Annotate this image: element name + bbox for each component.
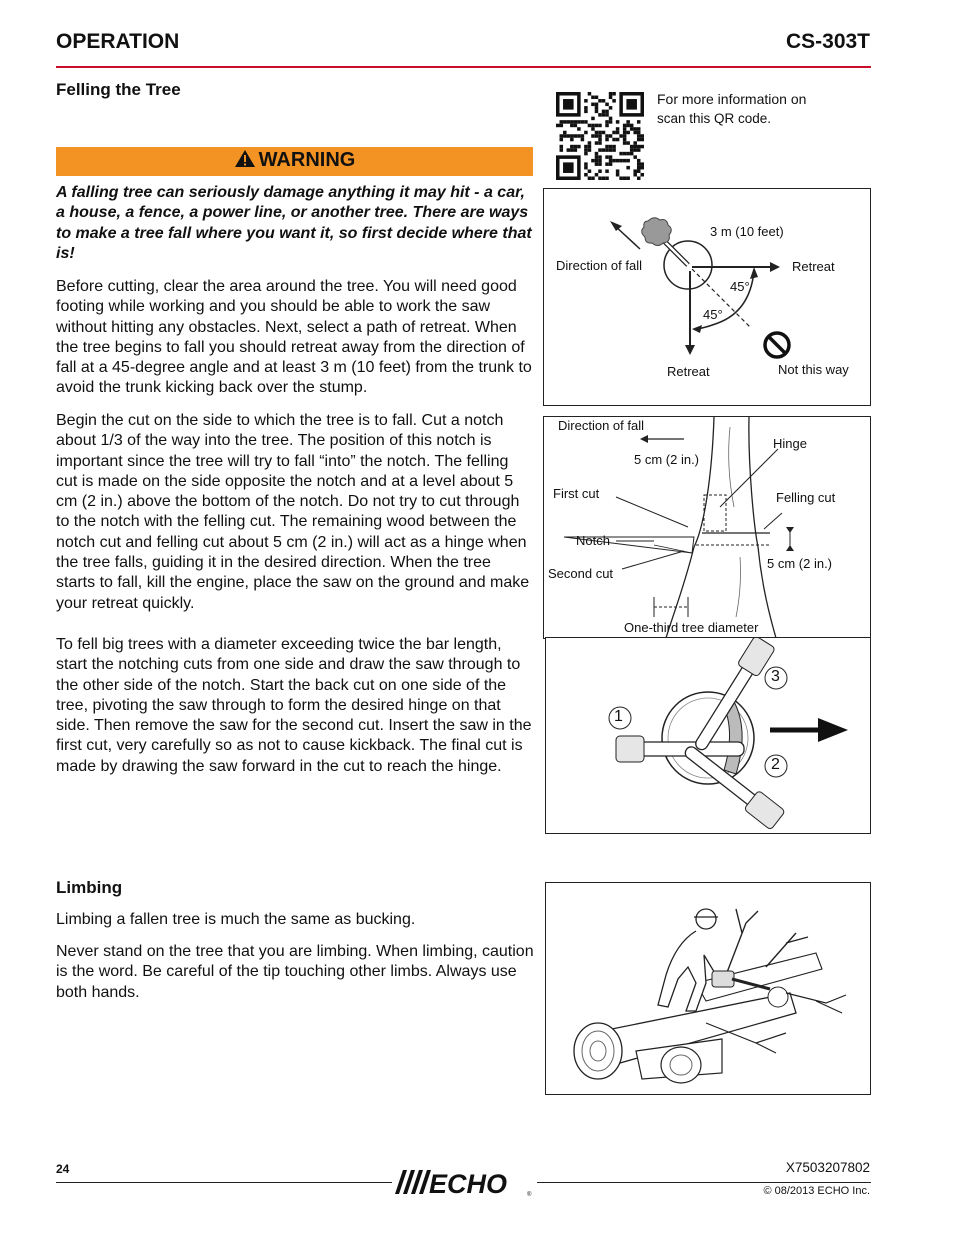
big-tree-diagram (545, 637, 871, 834)
qr-code[interactable] (556, 92, 644, 180)
one-third-diameter-label: One-third tree diameter (624, 620, 759, 635)
limbing-heading: Limbing (56, 878, 123, 897)
echo-logo (393, 1166, 533, 1198)
step-1-label: 1 (614, 708, 623, 725)
retreat-bottom-label: Retreat (667, 364, 710, 379)
felling-cut-label: Felling cut (776, 490, 836, 505)
warning-banner (56, 147, 533, 176)
warning-label: WARNING (258, 149, 356, 171)
fall-direction-label-2: Direction of fall (558, 418, 644, 433)
step-2-label: 2 (771, 756, 780, 773)
echo-logo-text: ECHO (429, 1169, 508, 1198)
felling-paragraph-3: To fell big trees with a diameter exceeding twice the bar length, start the notching cuts from one side and draw the saw through to the other side of the notch. Start the back cut on one side of the tree, pivoting the saw through to form the desired hinge on that side. Then remove the saw for the second cut. Insert the saw in the first cut, very carefully so as not to cause kickback. The final cut is made by drawing the saw forward in the cut to reach the hinge. (56, 636, 532, 775)
fall-direction-label: Direction of fall (556, 258, 642, 273)
felling-cut-diagram (543, 416, 871, 639)
felling-heading: Felling the Tree (56, 80, 181, 99)
five-cm-right-label: 5 cm (2 in.) (767, 556, 833, 571)
angle-label-1: 45° (730, 279, 750, 294)
hinge-label: Hinge (773, 436, 807, 451)
svg-text:®: ® (527, 1192, 532, 1198)
notch-label: Notch (576, 533, 610, 548)
retreat-diagram (543, 188, 871, 406)
step-3-label: 3 (771, 668, 780, 685)
qr-caption-line1: For more information on (657, 91, 807, 107)
retreat-right-label: Retreat (792, 259, 835, 274)
model-number: CS-303T (785, 30, 870, 53)
five-cm-top-label: 5 cm (2 in.) (634, 452, 700, 467)
copyright: © 08/2013 ECHO Inc. (763, 1185, 870, 1197)
limbing-paragraph-2: Never stand on the tree that you are limbing. When limbing, caution is the word. Be careful of the tip touching other limbs. Always use both hands. (56, 943, 534, 1001)
qr-caption-line2: scan this QR code. (657, 111, 772, 126)
distance-label: 3 m (10 feet) (710, 224, 784, 239)
footer-rule-right (537, 1182, 871, 1183)
part-number: X7503207802 (785, 1160, 870, 1175)
felling-paragraph-2: Begin the cut on the side to which the tree is to fall. Cut a notch about 1/3 of the way into the tree. The position of this notch is important since the tree will try to fall “into” the notch. The felling cut is made on the side opposite the notch and at a level about 5 cm (2 in.) above the bottom of the notch. Do not try to cut through to the notch with the felling cut. The remaining wood between the notch cut and felling cut about 5 cm (2 in.) will act as a hinge when the tree falls, guiding it in the desired direction. When the tree starts to fall, kill the engine, place the saw on the ground and make your retreat quickly. (56, 412, 530, 612)
first-cut-label: First cut (553, 486, 600, 501)
angle-label-2: 45° (703, 307, 723, 322)
limbing-illustration (545, 882, 871, 1095)
warning-text: A falling tree can seriously damage anything it may hit - a car, a house, a fence, a power line, or another tree. There are ways to make a tree fall where you want it, so first decide where that is! (56, 184, 532, 262)
not-this-way-label: Not this way (778, 362, 849, 377)
limbing-paragraph-1: Limbing a fallen tree is much the same as bucking. (56, 911, 416, 928)
section-title: OPERATION (56, 30, 180, 53)
warning-triangle-icon (234, 149, 256, 168)
second-cut-label: Second cut (548, 566, 614, 581)
felling-paragraph-1: Before cutting, clear the area around the tree. You will need good footing while working and you should be able to work the saw without hitting any obstacles. Next, select a path of retreat. When the tree begins to fall you should retreat away from the direction of fall at a 45-degree angle and at least 3 m (10 feet) from the trunk to avoid the trunk kicking back over the stump. (56, 278, 532, 397)
footer-rule-left (56, 1182, 392, 1183)
header-rule (56, 66, 871, 68)
page-number: 24 (56, 1162, 70, 1176)
